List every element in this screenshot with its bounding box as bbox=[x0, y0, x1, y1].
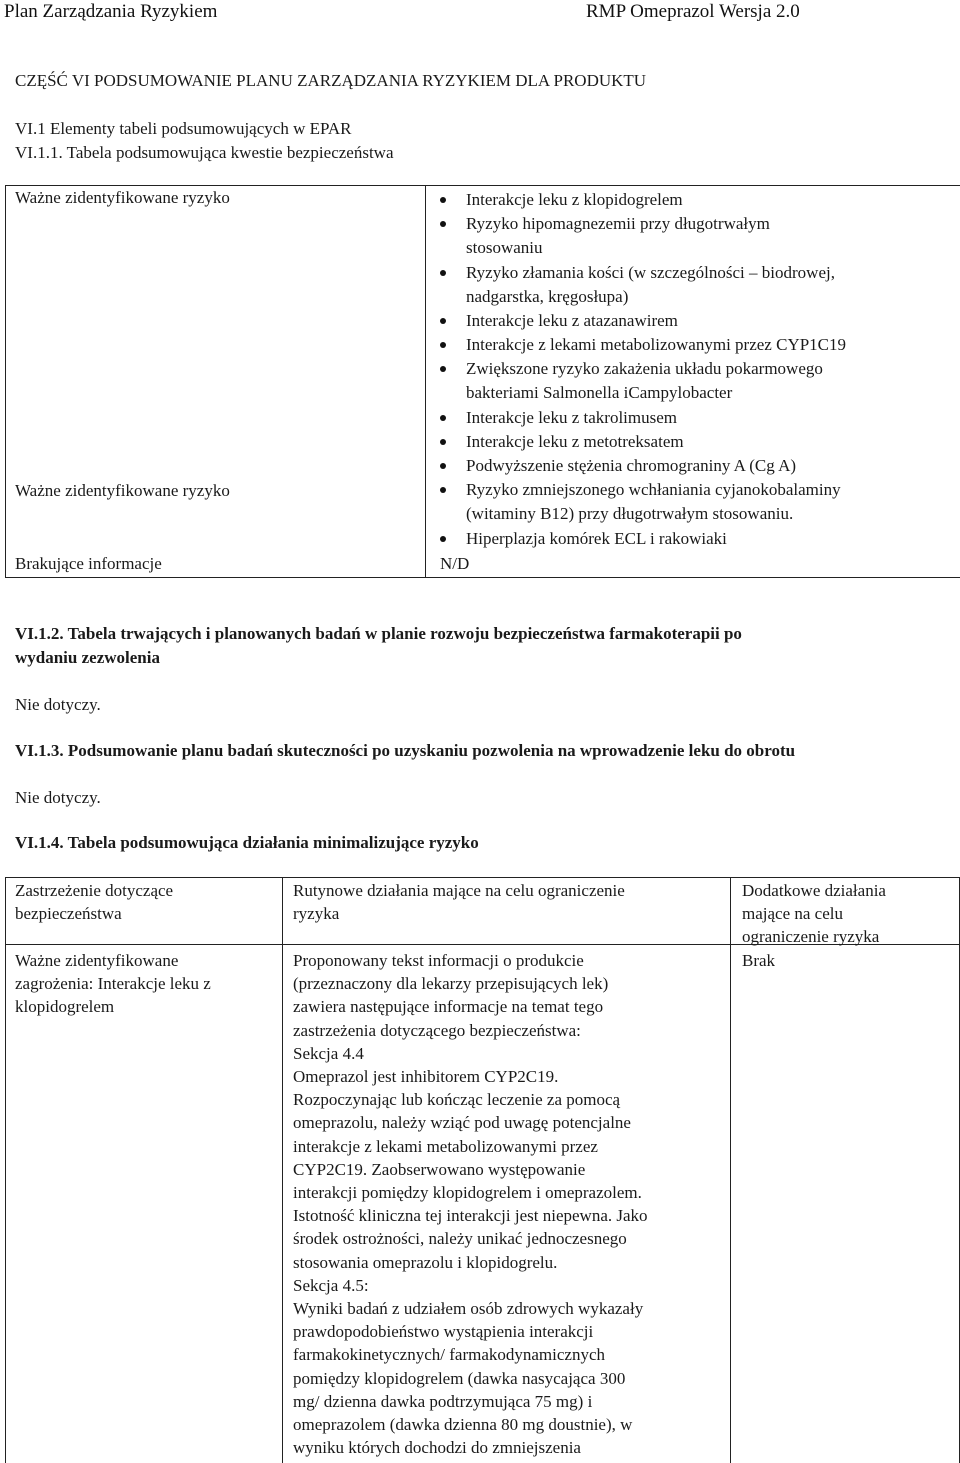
risk-item-text bbox=[466, 261, 835, 309]
cell-line: zagrożenia: Interakcje leku z bbox=[15, 974, 211, 994]
risk-item-line: Interakcje z lekami metabolizowanymi przez CYP1C19 bbox=[466, 335, 847, 355]
cell-line: prawdopodobieństwo wystąpienia interakcji bbox=[293, 1322, 594, 1342]
table-divider bbox=[282, 877, 283, 1463]
cell-line: omeprazolu, należy wziąć pod uwagę potencjalne bbox=[293, 1113, 631, 1133]
table-divider bbox=[425, 185, 426, 578]
cell-line: mające na celu bbox=[742, 904, 843, 924]
bullet-icon bbox=[440, 536, 446, 542]
col-safety-concern-header bbox=[15, 879, 173, 925]
cell-line: Zastrzeżenie dotyczące bbox=[15, 881, 174, 900]
cell-line: CYP2C19. Zaobserwowano występowanie bbox=[293, 1159, 586, 1179]
risk-item-text bbox=[466, 454, 796, 478]
cell-line: ograniczenie ryzyka bbox=[742, 927, 880, 947]
risk-item-line: Ryzyko zmniejszonego wchłaniania cyjanokobalaminy bbox=[466, 480, 841, 500]
subsection-6-1-3-value: Nie dotyczy. bbox=[15, 788, 101, 807]
risk-item-text bbox=[466, 212, 770, 260]
risk-item-line: Podwyższenie stężenia chromograniny A (Cg A) bbox=[466, 456, 797, 476]
risk-item-line: Interakcje leku z metotreksatem bbox=[466, 432, 684, 451]
risk-item-line: Interakcje leku z atazanawirem bbox=[466, 311, 678, 330]
cell-line: (przeznaczony dla lekarzy przepisujących lek) bbox=[293, 974, 609, 994]
cell-line: Rozpoczynając lub kończąc leczenie za pomocą bbox=[293, 1090, 621, 1110]
row-additional-measures: Brak bbox=[742, 951, 776, 970]
cell-line: Sekcja 4.5: bbox=[293, 1275, 369, 1295]
risk-item-line: stosowaniu bbox=[466, 238, 543, 258]
cell-line: zawiera następujące informacje na temat tego bbox=[293, 997, 604, 1017]
missing-information-value: N/D bbox=[440, 554, 470, 573]
cell-line: stosowania omeprazolu i klopidogrelu. bbox=[293, 1252, 558, 1272]
label-identified-risk-2: Ważne zidentyfikowane ryzyko bbox=[15, 481, 230, 500]
subsection-6-1-2-title: VI.1.2. Tabela trwających i planowanych badań w planie rozwoju bezpieczeństwa farmakoterapii po bbox=[15, 624, 742, 643]
risk-item-line: bakteriami Salmonella iCampylobacter bbox=[466, 383, 733, 403]
cell-line: wyniku których dochodzi do zmniejszenia bbox=[293, 1438, 581, 1458]
bullet-icon bbox=[440, 439, 446, 445]
label-identified-risk: Ważne zidentyfikowane ryzyko bbox=[15, 188, 230, 207]
cell-line: bezpieczeństwa bbox=[15, 904, 122, 924]
risk-item-text bbox=[466, 188, 683, 212]
label-missing-information: Brakujące informacje bbox=[15, 554, 162, 573]
subsection-6-1-3-title: VI.1.3. Podsumowanie planu badań skuteczności po uzyskaniu pozwolenia na wprowadzenie leku do obrotu bbox=[15, 741, 796, 760]
row-routine-measures bbox=[293, 949, 648, 1459]
risk-item-line: Interakcje leku z klopidogrelem bbox=[466, 190, 683, 209]
subsection-6-1-2-title-cont: wydaniu zezwolenia bbox=[15, 648, 160, 667]
risk-item-text bbox=[466, 527, 727, 551]
cell-line: mg/ dzienna dawka podtrzymująca 75 mg) i bbox=[293, 1391, 593, 1411]
row-safety-concern bbox=[15, 949, 211, 1019]
subsection-6-1-4-title: VI.1.4. Tabela podsumowująca działania minimalizujące ryzyko bbox=[15, 833, 479, 852]
risk-item-text bbox=[466, 309, 678, 333]
cell-line: interakcji pomiędzy klopidogrelem i omeprazolem. bbox=[293, 1183, 642, 1203]
bullet-icon bbox=[440, 270, 446, 276]
bullet-icon bbox=[440, 415, 446, 421]
col-additional-measures-header bbox=[742, 879, 886, 949]
cell-line: środek ostrożności, należy unikać jednoczesnego bbox=[293, 1229, 627, 1249]
cell-line: klopidogrelem bbox=[15, 997, 115, 1017]
risk-item-text bbox=[466, 357, 823, 405]
risk-item-text bbox=[466, 406, 677, 430]
risk-item-line: Hiperplazja komórek ECL i rakowiaki bbox=[466, 528, 727, 548]
cell-line: Omeprazol jest inhibitorem CYP2C19. bbox=[293, 1067, 559, 1087]
cell-line: omeprazolem (dawka dzienna 80 mg doustnie), w bbox=[293, 1415, 633, 1435]
subsection-6-1: VI.1 Elementy tabeli podsumowujących w EPAR bbox=[15, 119, 352, 138]
cell-line: Istotność kliniczna tej interakcji jest niepewna. Jako bbox=[293, 1206, 648, 1226]
risk-item-text bbox=[466, 478, 841, 526]
cell-line: interakcje z lekami metabolizowanymi przez bbox=[293, 1136, 598, 1156]
cell-line: Rutynowe działania mające na celu ograniczenie bbox=[293, 881, 625, 900]
header-left: Plan Zarządzania Ryzykiem bbox=[4, 1, 218, 22]
cell-line: pomiędzy klopidogrelem (dawka nasycająca 300 bbox=[293, 1368, 626, 1388]
risk-item-line: Interakcje leku z takrolimusem bbox=[466, 407, 677, 427]
col-routine-measures-header bbox=[293, 879, 625, 925]
risk-item-line: (witaminy B12) przy długotrwałym stosowaniu. bbox=[466, 504, 794, 524]
cell-line: Ważne zidentyfikowane bbox=[15, 951, 179, 970]
bullet-icon bbox=[440, 197, 446, 203]
risk-item-line: Ryzyko hipomagnezemii przy długotrwałym bbox=[466, 214, 770, 234]
subsection-6-1-1: VI.1.1. Tabela podsumowująca kwestie bezpieczeństwa bbox=[15, 143, 394, 162]
cell-line: zastrzeżenia dotyczącego bezpieczeństwa: bbox=[293, 1020, 581, 1040]
cell-line: Proponowany tekst informacji o produkcie bbox=[293, 951, 584, 970]
risk-item-line: Ryzyko złamania kości (w szczególności – biodrowej, bbox=[466, 262, 835, 282]
risk-item-line: nadgarstka, kręgosłupa) bbox=[466, 286, 629, 306]
risk-item-text bbox=[466, 430, 684, 454]
section-title: CZĘŚĆ VI PODSUMOWANIE PLANU ZARZĄDZANIA RYZYKIEM DLA PRODUKTU bbox=[15, 71, 647, 90]
cell-line: Dodatkowe działania bbox=[742, 881, 886, 900]
cell-line: farmakokinetycznych/ farmakodynamicznych bbox=[293, 1345, 606, 1365]
cell-line: ryzyka bbox=[293, 904, 340, 924]
risk-item-text bbox=[466, 333, 846, 357]
table-divider bbox=[730, 877, 731, 1463]
subsection-6-1-2-value: Nie dotyczy. bbox=[15, 695, 101, 714]
header-right: RMP Omeprazol Wersja 2.0 bbox=[586, 1, 800, 22]
cell-line: Wyniki badań z udziałem osób zdrowych wykazały bbox=[293, 1299, 644, 1319]
cell-line: Sekcja 4.4 bbox=[293, 1043, 364, 1063]
bullet-icon bbox=[440, 318, 446, 324]
risk-item-line: Zwiększone ryzyko zakażenia układu pokarmowego bbox=[466, 359, 823, 379]
